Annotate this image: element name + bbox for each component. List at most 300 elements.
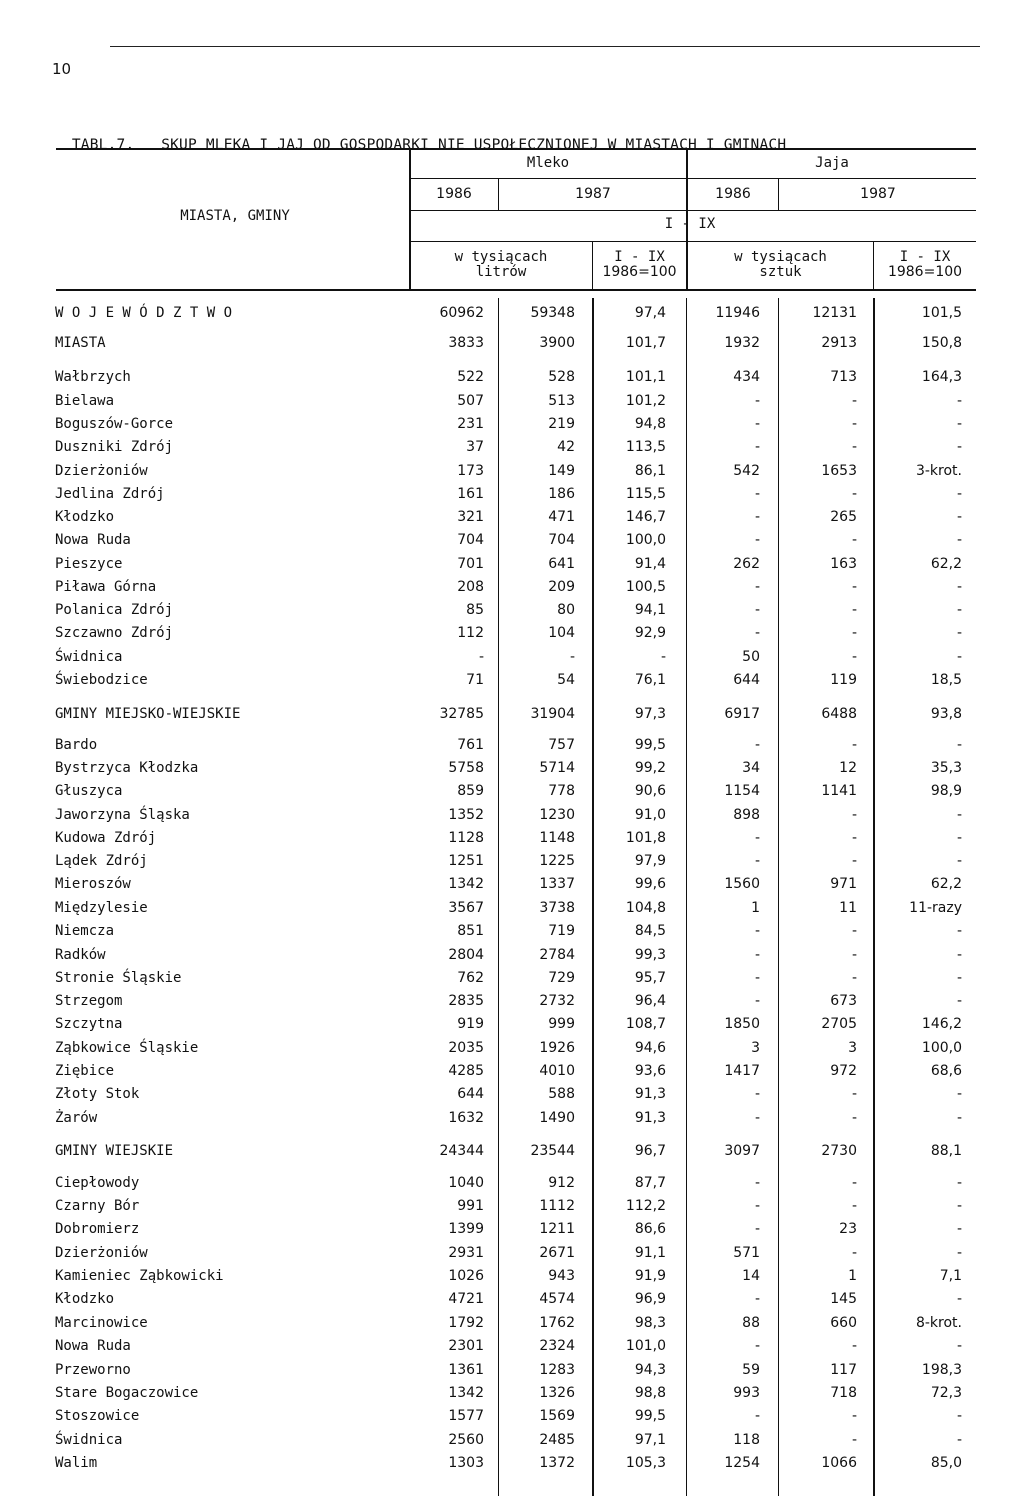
row-value-col2: 912 xyxy=(548,1175,575,1191)
row-value-col1: 231 xyxy=(457,416,484,432)
row-value-col1: 761 xyxy=(457,737,484,753)
row-value-col1: 1342 xyxy=(448,876,484,892)
row-label: Radków xyxy=(55,947,106,963)
header-index-mleko-2: 1986=100 xyxy=(602,264,677,280)
row-value-col3: 76,1 xyxy=(634,672,666,688)
row-value-col1: 208 xyxy=(457,579,484,595)
row-value-col4: - xyxy=(754,1221,760,1237)
row-value-col2: 999 xyxy=(548,1016,575,1032)
row-value-col5: - xyxy=(851,737,857,753)
row-value-col1: 701 xyxy=(457,556,484,572)
row-value-col1: 4285 xyxy=(448,1063,484,1079)
vline-mleko-years xyxy=(498,178,499,210)
vline-jaja-years xyxy=(778,178,779,210)
row-value-col2: 778 xyxy=(548,783,575,799)
row-label: Walim xyxy=(55,1455,98,1471)
row-value-col5: 12131 xyxy=(812,305,857,321)
page-number: 10 xyxy=(52,60,72,78)
row-value-col3: 105,3 xyxy=(625,1455,666,1471)
row-value-col2: 1211 xyxy=(539,1221,575,1237)
header-index-jaja-2: 1986=100 xyxy=(887,264,963,280)
table-row xyxy=(0,874,1024,894)
row-value-col6: - xyxy=(956,993,962,1009)
header-1987-mleko: 1987 xyxy=(575,186,611,202)
row-value-col5: - xyxy=(851,970,857,986)
row-value-col5: - xyxy=(851,830,857,846)
row-value-col5: - xyxy=(851,923,857,939)
row-label: Piława Górna xyxy=(55,579,157,595)
row-label: Szczytna xyxy=(55,1016,123,1032)
row-value-col3: 146,7 xyxy=(625,509,666,525)
row-value-col3: 101,1 xyxy=(625,369,666,385)
table-row xyxy=(0,1289,1024,1309)
header-rule-1 xyxy=(410,178,976,179)
row-value-col1: 991 xyxy=(457,1198,484,1214)
row-value-col2: 2671 xyxy=(539,1245,575,1261)
row-value-col3: 99,2 xyxy=(634,760,666,776)
row-value-col1: 60962 xyxy=(439,305,484,321)
table-row xyxy=(0,898,1024,918)
row-value-col5: - xyxy=(851,1110,857,1126)
row-value-col2: 1926 xyxy=(539,1040,575,1056)
row-value-col1: 37 xyxy=(466,439,484,455)
row-value-col1: 24344 xyxy=(439,1143,484,1159)
row-label: MIASTA xyxy=(55,335,106,351)
table-row xyxy=(0,1383,1024,1403)
header-1986-mleko: 1986 xyxy=(436,186,472,202)
row-value-col6: 18,5 xyxy=(930,672,962,688)
row-value-col5: - xyxy=(851,1245,857,1261)
row-value-col3: 90,6 xyxy=(634,783,666,799)
table-title-text: SKUP MLEKA I JAJ OD GOSPODARKI NIE USPOŁECZNIONEJ W MIASTACH I GMINACH xyxy=(161,137,787,153)
row-value-col2: 1225 xyxy=(539,853,575,869)
row-label: Bielawa xyxy=(55,393,115,409)
row-value-col5: - xyxy=(851,807,857,823)
row-value-col5: - xyxy=(851,416,857,432)
row-value-col1: 1352 xyxy=(448,807,484,823)
row-value-col4: 993 xyxy=(733,1385,760,1401)
header-period: I - IX xyxy=(664,216,716,232)
row-value-col4: 14 xyxy=(742,1268,760,1284)
row-value-col4: 1417 xyxy=(724,1063,760,1079)
row-value-col5: - xyxy=(851,1175,857,1191)
row-label: Żarów xyxy=(55,1110,98,1126)
table-row xyxy=(0,1453,1024,1473)
row-value-col5: - xyxy=(851,649,857,665)
row-label: Mieroszów xyxy=(55,876,131,892)
row-value-col4: 50 xyxy=(742,649,760,665)
row-value-col3: 94,6 xyxy=(634,1040,666,1056)
table-row xyxy=(0,623,1024,643)
row-value-col4: - xyxy=(754,579,760,595)
row-value-col2: 59348 xyxy=(530,305,575,321)
row-value-col3: 86,6 xyxy=(634,1221,666,1237)
row-value-col6: - xyxy=(956,416,962,432)
row-value-col3: 97,3 xyxy=(634,706,666,722)
row-value-col6: - xyxy=(956,1291,962,1307)
row-label: Kłodzko xyxy=(55,509,115,525)
row-value-col6: - xyxy=(956,649,962,665)
table-row xyxy=(0,1141,1024,1161)
row-value-col1: 1303 xyxy=(448,1455,484,1471)
table-row xyxy=(0,805,1024,825)
row-value-col3: 87,7 xyxy=(634,1175,666,1191)
row-value-col3: 101,0 xyxy=(625,1338,666,1354)
row-label: Jaworzyna Śląska xyxy=(55,807,190,823)
row-value-col6: - xyxy=(956,1338,962,1354)
row-value-col4: 262 xyxy=(733,556,760,572)
table-row xyxy=(0,1108,1024,1128)
table-row xyxy=(0,1219,1024,1239)
row-value-col4: - xyxy=(754,1408,760,1424)
row-value-col3: 97,4 xyxy=(634,305,666,321)
row-label: Polanica Zdrój xyxy=(55,602,174,618)
table-row xyxy=(0,851,1024,871)
row-label: Kłodzko xyxy=(55,1291,115,1307)
row-value-col1: 173 xyxy=(457,463,484,479)
table-row xyxy=(0,1266,1024,1286)
row-value-col5: - xyxy=(851,947,857,963)
header-unit-jaja-1: w tysiącach xyxy=(734,249,827,265)
row-value-col1: 2301 xyxy=(448,1338,484,1354)
row-value-col3: 98,3 xyxy=(634,1315,666,1331)
row-label: Dzierżoniów xyxy=(55,463,148,479)
row-label: Ziębice xyxy=(55,1063,115,1079)
row-value-col2: 513 xyxy=(548,393,575,409)
row-label: Stare Bogaczowice xyxy=(55,1385,199,1401)
row-value-col3: 112,2 xyxy=(625,1198,666,1214)
row-label: Szczawno Zdrój xyxy=(55,625,174,641)
row-value-col1: 1251 xyxy=(448,853,484,869)
row-value-col4: 898 xyxy=(733,807,760,823)
row-value-col2: 4010 xyxy=(539,1063,575,1079)
row-value-col5: 2730 xyxy=(821,1143,857,1159)
table-row xyxy=(0,577,1024,597)
row-value-col1: - xyxy=(478,649,484,665)
row-value-col2: 1326 xyxy=(539,1385,575,1401)
header-index-jaja-1: I - IX xyxy=(899,249,951,265)
row-value-col3: 97,9 xyxy=(634,853,666,869)
row-value-col1: 2035 xyxy=(448,1040,484,1056)
row-value-col5: 1066 xyxy=(821,1455,857,1471)
row-value-col4: 434 xyxy=(733,369,760,385)
row-value-col4: - xyxy=(754,625,760,641)
header-unit-mleko-2: litrów xyxy=(475,264,527,280)
table-row xyxy=(0,600,1024,620)
row-value-col2: 528 xyxy=(548,369,575,385)
row-value-col1: 1026 xyxy=(448,1268,484,1284)
row-value-col6: 8-krot. xyxy=(915,1315,962,1331)
row-value-col2: 1112 xyxy=(539,1198,575,1214)
row-value-col4: - xyxy=(754,853,760,869)
table-row xyxy=(0,333,1024,353)
row-value-col6: - xyxy=(956,923,962,939)
row-label: Nowa Ruda xyxy=(55,532,131,548)
row-value-col5: 2913 xyxy=(821,335,857,351)
row-value-col2: 1148 xyxy=(539,830,575,846)
row-value-col4: 3097 xyxy=(724,1143,760,1159)
table-row xyxy=(0,704,1024,724)
row-value-col3: 100,5 xyxy=(625,579,666,595)
header-bottom-rule xyxy=(56,289,976,291)
row-value-col6: 98,9 xyxy=(930,783,962,799)
row-value-col4: 1 xyxy=(751,900,760,916)
row-value-col1: 762 xyxy=(457,970,484,986)
row-label: Stronie Śląskie xyxy=(55,970,182,986)
row-value-col6: - xyxy=(956,625,962,641)
row-value-col6: 11-razy xyxy=(909,900,962,916)
row-value-col6: 88,1 xyxy=(930,1143,962,1159)
row-value-col5: - xyxy=(851,853,857,869)
row-value-col1: 1399 xyxy=(448,1221,484,1237)
row-value-col3: 115,5 xyxy=(625,486,666,502)
row-value-col6: 146,2 xyxy=(921,1016,962,1032)
row-value-col6: - xyxy=(956,532,962,548)
row-value-col4: - xyxy=(754,947,760,963)
row-value-col6: - xyxy=(956,853,962,869)
row-value-col2: 23544 xyxy=(530,1143,575,1159)
row-label: Dzierżoniów xyxy=(55,1245,148,1261)
row-value-col3: - xyxy=(660,649,666,665)
table-row xyxy=(0,670,1024,690)
row-value-col6: - xyxy=(956,509,962,525)
row-value-col3: 104,8 xyxy=(625,900,666,916)
row-value-col2: 2732 xyxy=(539,993,575,1009)
row-value-col6: - xyxy=(956,1086,962,1102)
row-value-col1: 1040 xyxy=(448,1175,484,1191)
row-value-col1: 2931 xyxy=(448,1245,484,1261)
row-label: GMINY WIEJSKIE xyxy=(55,1143,174,1159)
row-value-col4: - xyxy=(754,1198,760,1214)
row-value-col3: 98,8 xyxy=(634,1385,666,1401)
row-value-col5: 673 xyxy=(830,993,857,1009)
row-label: Świdnica xyxy=(55,1432,123,1448)
row-value-col4: 1850 xyxy=(724,1016,760,1032)
row-value-col1: 2835 xyxy=(448,993,484,1009)
row-value-col6: 198,3 xyxy=(921,1362,962,1378)
table-row xyxy=(0,391,1024,411)
row-value-col5: 3 xyxy=(848,1040,857,1056)
row-value-col3: 96,9 xyxy=(634,1291,666,1307)
row-value-col2: 5714 xyxy=(539,760,575,776)
row-value-col5: 718 xyxy=(830,1385,857,1401)
row-value-col2: 219 xyxy=(548,416,575,432)
row-value-col6: - xyxy=(956,1245,962,1261)
row-label: Nowa Ruda xyxy=(55,1338,131,1354)
header-1986-jaja: 1986 xyxy=(715,186,751,202)
row-value-col2: 2324 xyxy=(539,1338,575,1354)
table-row xyxy=(0,1038,1024,1058)
table-row xyxy=(0,1084,1024,1104)
table-row xyxy=(0,1430,1024,1450)
table-row xyxy=(0,303,1024,323)
row-value-col3: 86,1 xyxy=(634,463,666,479)
row-value-col4: 1560 xyxy=(724,876,760,892)
row-value-col1: 1577 xyxy=(448,1408,484,1424)
row-value-col2: 4574 xyxy=(539,1291,575,1307)
row-value-col6: 35,3 xyxy=(930,760,962,776)
row-value-col3: 84,5 xyxy=(634,923,666,939)
row-value-col1: 3567 xyxy=(448,900,484,916)
row-value-col6: - xyxy=(956,970,962,986)
row-value-col5: 1 xyxy=(848,1268,857,1284)
table-row xyxy=(0,1360,1024,1380)
row-value-col4: 6917 xyxy=(724,706,760,722)
row-value-col4: - xyxy=(754,970,760,986)
row-value-col4: - xyxy=(754,416,760,432)
table-row xyxy=(0,1336,1024,1356)
row-value-col6: - xyxy=(956,1175,962,1191)
row-value-col6: 3-krot. xyxy=(915,463,962,479)
row-value-col2: 943 xyxy=(548,1268,575,1284)
row-label: Ząbkowice Śląskie xyxy=(55,1040,199,1056)
row-label: Duszniki Zdrój xyxy=(55,439,174,455)
row-label: Jedlina Zdrój xyxy=(55,486,165,502)
row-value-col5: 265 xyxy=(830,509,857,525)
row-value-col5: 1141 xyxy=(821,783,857,799)
table-row xyxy=(0,921,1024,941)
row-value-col2: - xyxy=(569,649,575,665)
row-label: W O J E W Ó D Z T W O xyxy=(55,305,233,321)
row-label: GMINY MIEJSKO-WIEJSKIE xyxy=(55,706,241,722)
row-value-col6: 101,5 xyxy=(921,305,962,321)
row-value-col6: - xyxy=(956,602,962,618)
row-value-col5: 11 xyxy=(839,900,857,916)
row-value-col2: 1569 xyxy=(539,1408,575,1424)
row-value-col1: 644 xyxy=(457,1086,484,1102)
row-value-col4: - xyxy=(754,993,760,1009)
row-value-col1: 1792 xyxy=(448,1315,484,1331)
row-label: Dobromierz xyxy=(55,1221,140,1237)
row-label: Pieszyce xyxy=(55,556,123,572)
table-row xyxy=(0,968,1024,988)
row-value-col3: 99,5 xyxy=(634,737,666,753)
row-value-col2: 2485 xyxy=(539,1432,575,1448)
row-value-col4: 644 xyxy=(733,672,760,688)
row-value-col3: 94,1 xyxy=(634,602,666,618)
row-value-col6: - xyxy=(956,830,962,846)
row-value-col1: 2804 xyxy=(448,947,484,963)
row-value-col1: 522 xyxy=(457,369,484,385)
row-value-col1: 1361 xyxy=(448,1362,484,1378)
row-value-col6: 150,8 xyxy=(921,335,962,351)
row-value-col2: 1230 xyxy=(539,807,575,823)
header-unit-jaja-2: sztuk xyxy=(759,264,802,280)
row-value-col1: 32785 xyxy=(439,706,484,722)
row-value-col5: 23 xyxy=(839,1221,857,1237)
row-value-col5: - xyxy=(851,1408,857,1424)
row-value-col6: - xyxy=(956,1432,962,1448)
row-value-col4: 1932 xyxy=(724,335,760,351)
row-value-col2: 149 xyxy=(548,463,575,479)
table-row xyxy=(0,828,1024,848)
table-row xyxy=(0,1243,1024,1263)
row-value-col6: - xyxy=(956,1198,962,1214)
row-value-col2: 209 xyxy=(548,579,575,595)
header-unit-mleko-1: w tysiącach xyxy=(454,249,548,265)
row-value-col1: 71 xyxy=(466,672,484,688)
row-value-col2: 471 xyxy=(548,509,575,525)
table-row xyxy=(0,1173,1024,1193)
row-value-col2: 80 xyxy=(557,602,575,618)
row-value-col6: 164,3 xyxy=(921,369,962,385)
table-row xyxy=(0,414,1024,434)
row-value-col6: 7,1 xyxy=(939,1268,962,1284)
row-value-col5: 6488 xyxy=(821,706,857,722)
table-row xyxy=(0,1406,1024,1426)
row-value-col6: - xyxy=(956,1110,962,1126)
row-label: Wałbrzych xyxy=(55,369,131,385)
row-label: Przeworno xyxy=(55,1362,131,1378)
row-value-col5: 660 xyxy=(830,1315,857,1331)
row-value-col1: 112 xyxy=(457,625,484,641)
row-value-col6: 62,2 xyxy=(930,876,962,892)
table-label: TABL.7. xyxy=(71,137,135,153)
row-value-col6: - xyxy=(956,1221,962,1237)
table-row xyxy=(0,781,1024,801)
row-value-col1: 85 xyxy=(466,602,484,618)
row-value-col4: 1154 xyxy=(724,783,760,799)
row-value-col6: - xyxy=(956,486,962,502)
table-row xyxy=(0,530,1024,550)
row-label: Stoszowice xyxy=(55,1408,140,1424)
row-value-col1: 1342 xyxy=(448,1385,484,1401)
row-value-col1: 851 xyxy=(457,923,484,939)
row-value-col5: 145 xyxy=(830,1291,857,1307)
row-value-col3: 113,5 xyxy=(625,439,666,455)
row-label: Marcinowice xyxy=(55,1315,148,1331)
row-value-col5: 163 xyxy=(830,556,857,572)
row-value-col2: 186 xyxy=(548,486,575,502)
row-value-col4: 88 xyxy=(742,1315,760,1331)
row-label: Niemcza xyxy=(55,923,115,939)
row-value-col3: 99,5 xyxy=(634,1408,666,1424)
row-value-col5: - xyxy=(851,1086,857,1102)
row-value-col6: - xyxy=(956,947,962,963)
row-value-col2: 54 xyxy=(557,672,575,688)
row-value-col3: 92,9 xyxy=(634,625,666,641)
row-value-col2: 1337 xyxy=(539,876,575,892)
row-value-col6: - xyxy=(956,579,962,595)
row-label: Kamieniec Ząbkowicki xyxy=(55,1268,224,1284)
table-row xyxy=(0,367,1024,387)
top-rule xyxy=(110,46,980,47)
row-value-col2: 757 xyxy=(548,737,575,753)
row-label: Świdnica xyxy=(55,649,123,665)
row-value-col2: 2784 xyxy=(539,947,575,963)
row-value-col2: 42 xyxy=(557,439,575,455)
row-value-col6: 62,2 xyxy=(930,556,962,572)
row-value-col5: - xyxy=(851,439,857,455)
row-value-col4: 34 xyxy=(742,760,760,776)
row-value-col1: 161 xyxy=(457,486,484,502)
row-value-col4: - xyxy=(754,439,760,455)
row-value-col4: - xyxy=(754,1175,760,1191)
row-value-col3: 101,8 xyxy=(625,830,666,846)
row-value-col4: 571 xyxy=(733,1245,760,1261)
header-1987-jaja: 1987 xyxy=(860,186,896,202)
row-label: Bardo xyxy=(55,737,98,753)
row-value-col3: 91,3 xyxy=(634,1110,666,1126)
row-label: Złoty Stok xyxy=(55,1086,140,1102)
row-value-col3: 108,7 xyxy=(625,1016,666,1032)
row-value-col2: 729 xyxy=(548,970,575,986)
table-row xyxy=(0,1014,1024,1034)
row-value-col5: - xyxy=(851,602,857,618)
row-value-col4: 118 xyxy=(733,1432,760,1448)
row-value-col5: - xyxy=(851,579,857,595)
row-value-col5: - xyxy=(851,486,857,502)
